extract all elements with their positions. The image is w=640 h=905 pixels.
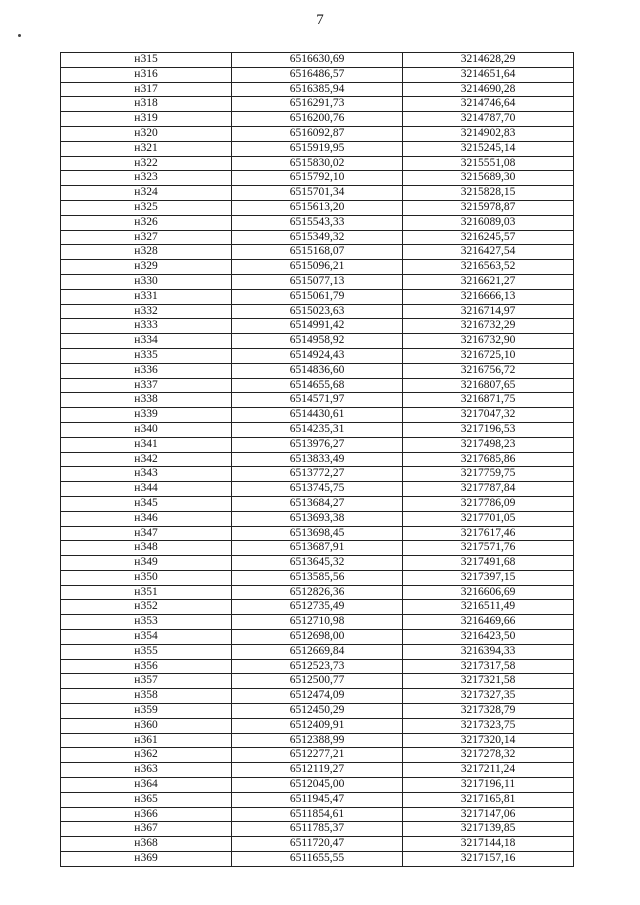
x-coordinate-cell: 6515613,20 [232,200,403,215]
y-coordinate-cell: 3216732,29 [403,319,574,334]
table-row [61,674,574,689]
y-coordinate-cell: 3217278,32 [403,748,574,763]
table-row [61,748,574,763]
x-coordinate-cell: 6512710,98 [232,615,403,630]
y-coordinate-cell: 3217321,58 [403,674,574,689]
table-row [61,141,574,156]
y-coordinate-cell: 3217196,53 [403,422,574,437]
y-coordinate-cell: 3217787,84 [403,482,574,497]
point-id-cell: н350 [61,570,232,585]
point-id-cell: н340 [61,422,232,437]
point-id-cell: н328 [61,245,232,260]
coordinates-table-body [61,53,574,867]
y-coordinate-cell: 3217165,81 [403,792,574,807]
y-coordinate-cell: 3215828,15 [403,186,574,201]
table-row [61,67,574,82]
x-coordinate-cell: 6513833,49 [232,452,403,467]
x-coordinate-cell: 6512500,77 [232,674,403,689]
x-coordinate-cell: 6514836,60 [232,363,403,378]
x-coordinate-cell: 6515701,34 [232,186,403,201]
x-coordinate-cell: 6515023,63 [232,304,403,319]
y-coordinate-cell: 3217759,75 [403,467,574,482]
x-coordinate-cell: 6515543,33 [232,215,403,230]
scan-mark [18,34,21,37]
x-coordinate-cell: 6513745,75 [232,482,403,497]
point-id-cell: н335 [61,348,232,363]
y-coordinate-cell: 3217144,18 [403,837,574,852]
x-coordinate-cell: 6516092,87 [232,126,403,141]
table-row [61,659,574,674]
point-id-cell: н326 [61,215,232,230]
point-id-cell: н332 [61,304,232,319]
x-coordinate-cell: 6513772,27 [232,467,403,482]
table-row [61,452,574,467]
point-id-cell: н330 [61,274,232,289]
point-id-cell: н315 [61,53,232,68]
point-id-cell: н334 [61,334,232,349]
y-coordinate-cell: 3217211,24 [403,763,574,778]
x-coordinate-cell: 6513687,91 [232,541,403,556]
table-row [61,304,574,319]
x-coordinate-cell: 6513684,27 [232,496,403,511]
point-id-cell: н360 [61,718,232,733]
x-coordinate-cell: 6512735,49 [232,600,403,615]
y-coordinate-cell: 3216621,27 [403,274,574,289]
table-row [61,556,574,571]
y-coordinate-cell: 3216427,54 [403,245,574,260]
point-id-cell: н367 [61,822,232,837]
y-coordinate-cell: 3216423,50 [403,630,574,645]
y-coordinate-cell: 3217147,06 [403,807,574,822]
table-row [61,763,574,778]
x-coordinate-cell: 6514958,92 [232,334,403,349]
point-id-cell: н368 [61,837,232,852]
table-row [61,230,574,245]
table-row [61,570,574,585]
x-coordinate-cell: 6514430,61 [232,408,403,423]
point-id-cell: н369 [61,852,232,867]
table-row [61,807,574,822]
point-id-cell: н341 [61,437,232,452]
y-coordinate-cell: 3215551,08 [403,156,574,171]
y-coordinate-cell: 3217571,76 [403,541,574,556]
table-row [61,837,574,852]
x-coordinate-cell: 6515061,79 [232,289,403,304]
point-id-cell: н363 [61,763,232,778]
table-row [61,792,574,807]
point-id-cell: н336 [61,363,232,378]
table-row [61,53,574,68]
point-id-cell: н358 [61,689,232,704]
table-row [61,496,574,511]
point-id-cell: н322 [61,156,232,171]
table-row [61,422,574,437]
x-coordinate-cell: 6511655,55 [232,852,403,867]
table-row [61,245,574,260]
x-coordinate-cell: 6511945,47 [232,792,403,807]
point-id-cell: н342 [61,452,232,467]
table-row [61,186,574,201]
table-row [61,97,574,112]
y-coordinate-cell: 3216756,72 [403,363,574,378]
point-id-cell: н362 [61,748,232,763]
point-id-cell: н353 [61,615,232,630]
point-id-cell: н318 [61,97,232,112]
table-row [61,156,574,171]
y-coordinate-cell: 3217196,11 [403,778,574,793]
point-id-cell: н355 [61,644,232,659]
point-id-cell: н338 [61,393,232,408]
x-coordinate-cell: 6515168,07 [232,245,403,260]
table-row [61,319,574,334]
y-coordinate-cell: 3217047,32 [403,408,574,423]
y-coordinate-cell: 3217617,46 [403,526,574,541]
point-id-cell: н324 [61,186,232,201]
table-row [61,215,574,230]
x-coordinate-cell: 6516385,94 [232,82,403,97]
x-coordinate-cell: 6515919,95 [232,141,403,156]
table-row [61,852,574,867]
point-id-cell: н347 [61,526,232,541]
table-row [61,630,574,645]
point-id-cell: н348 [61,541,232,556]
x-coordinate-cell: 6512409,91 [232,718,403,733]
point-id-cell: н366 [61,807,232,822]
table-row [61,733,574,748]
table-row [61,778,574,793]
point-id-cell: н349 [61,556,232,571]
table-row [61,600,574,615]
point-id-cell: н361 [61,733,232,748]
x-coordinate-cell: 6514924,43 [232,348,403,363]
x-coordinate-cell: 6512826,36 [232,585,403,600]
y-coordinate-cell: 3216511,49 [403,600,574,615]
x-coordinate-cell: 6516200,76 [232,112,403,127]
y-coordinate-cell: 3217498,23 [403,437,574,452]
x-coordinate-cell: 6512277,21 [232,748,403,763]
point-id-cell: н331 [61,289,232,304]
y-coordinate-cell: 3216732,90 [403,334,574,349]
x-coordinate-cell: 6516486,57 [232,67,403,82]
point-id-cell: н352 [61,600,232,615]
point-id-cell: н337 [61,378,232,393]
x-coordinate-cell: 6513693,38 [232,511,403,526]
y-coordinate-cell: 3217328,79 [403,704,574,719]
x-coordinate-cell: 6515349,32 [232,230,403,245]
y-coordinate-cell: 3216714,97 [403,304,574,319]
x-coordinate-cell: 6515830,02 [232,156,403,171]
point-id-cell: н351 [61,585,232,600]
y-coordinate-cell: 3217397,15 [403,570,574,585]
x-coordinate-cell: 6512474,09 [232,689,403,704]
y-coordinate-cell: 3217786,09 [403,496,574,511]
table-row [61,704,574,719]
table-row [61,541,574,556]
point-id-cell: н325 [61,200,232,215]
x-coordinate-cell: 6511854,61 [232,807,403,822]
table-row [61,171,574,186]
table-row [61,363,574,378]
y-coordinate-cell: 3216469,66 [403,615,574,630]
point-id-cell: н346 [61,511,232,526]
coordinates-table [60,52,574,867]
table-row [61,82,574,97]
point-id-cell: н356 [61,659,232,674]
point-id-cell: н323 [61,171,232,186]
x-coordinate-cell: 6512119,27 [232,763,403,778]
x-coordinate-cell: 6512388,99 [232,733,403,748]
point-id-cell: н359 [61,704,232,719]
y-coordinate-cell: 3217157,16 [403,852,574,867]
table-row [61,526,574,541]
table-row [61,822,574,837]
table-row [61,126,574,141]
y-coordinate-cell: 3217317,58 [403,659,574,674]
table-row [61,467,574,482]
point-id-cell: н319 [61,112,232,127]
y-coordinate-cell: 3217139,85 [403,822,574,837]
table-row [61,393,574,408]
y-coordinate-cell: 3214902,83 [403,126,574,141]
y-coordinate-cell: 3216245,57 [403,230,574,245]
x-coordinate-cell: 6515077,13 [232,274,403,289]
page-number: 7 [316,12,324,28]
y-coordinate-cell: 3214746,64 [403,97,574,112]
y-coordinate-cell: 3214690,28 [403,82,574,97]
table-row [61,511,574,526]
y-coordinate-cell: 3215978,87 [403,200,574,215]
table-row [61,689,574,704]
x-coordinate-cell: 6513585,56 [232,570,403,585]
table-row [61,615,574,630]
table-row [61,718,574,733]
point-id-cell: н327 [61,230,232,245]
point-id-cell: н343 [61,467,232,482]
point-id-cell: н339 [61,408,232,423]
table-row [61,260,574,275]
y-coordinate-cell: 3217327,35 [403,689,574,704]
table-row [61,200,574,215]
point-id-cell: н354 [61,630,232,645]
y-coordinate-cell: 3216807,65 [403,378,574,393]
table-row [61,378,574,393]
y-coordinate-cell: 3217701,05 [403,511,574,526]
x-coordinate-cell: 6514655,68 [232,378,403,393]
table-row [61,644,574,659]
point-id-cell: н357 [61,674,232,689]
x-coordinate-cell: 6512450,29 [232,704,403,719]
x-coordinate-cell: 6512045,00 [232,778,403,793]
point-id-cell: н320 [61,126,232,141]
x-coordinate-cell: 6512698,00 [232,630,403,645]
x-coordinate-cell: 6512523,73 [232,659,403,674]
x-coordinate-cell: 6515792,10 [232,171,403,186]
point-id-cell: н329 [61,260,232,275]
point-id-cell: н333 [61,319,232,334]
x-coordinate-cell: 6515096,21 [232,260,403,275]
y-coordinate-cell: 3217323,75 [403,718,574,733]
point-id-cell: н317 [61,82,232,97]
point-id-cell: н345 [61,496,232,511]
x-coordinate-cell: 6514991,42 [232,319,403,334]
table-row [61,585,574,600]
table-row [61,289,574,304]
table-row [61,274,574,289]
y-coordinate-cell: 3214628,29 [403,53,574,68]
x-coordinate-cell: 6513976,27 [232,437,403,452]
y-coordinate-cell: 3214651,64 [403,67,574,82]
x-coordinate-cell: 6516291,73 [232,97,403,112]
y-coordinate-cell: 3216871,75 [403,393,574,408]
y-coordinate-cell: 3216666,13 [403,289,574,304]
x-coordinate-cell: 6516630,69 [232,53,403,68]
point-id-cell: н344 [61,482,232,497]
y-coordinate-cell: 3214787,70 [403,112,574,127]
point-id-cell: н321 [61,141,232,156]
x-coordinate-cell: 6513698,45 [232,526,403,541]
x-coordinate-cell: 6514235,31 [232,422,403,437]
y-coordinate-cell: 3215245,14 [403,141,574,156]
x-coordinate-cell: 6512669,84 [232,644,403,659]
x-coordinate-cell: 6511720,47 [232,837,403,852]
y-coordinate-cell: 3216725,10 [403,348,574,363]
table-row [61,334,574,349]
point-id-cell: н365 [61,792,232,807]
point-id-cell: н364 [61,778,232,793]
x-coordinate-cell: 6513645,32 [232,556,403,571]
table-row [61,408,574,423]
table-row [61,348,574,363]
y-coordinate-cell: 3216089,03 [403,215,574,230]
x-coordinate-cell: 6514571,97 [232,393,403,408]
y-coordinate-cell: 3217491,68 [403,556,574,571]
point-id-cell: н316 [61,67,232,82]
table-row [61,112,574,127]
table-row [61,437,574,452]
y-coordinate-cell: 3216606,69 [403,585,574,600]
y-coordinate-cell: 3216394,33 [403,644,574,659]
y-coordinate-cell: 3215689,30 [403,171,574,186]
y-coordinate-cell: 3217320,14 [403,733,574,748]
x-coordinate-cell: 6511785,37 [232,822,403,837]
y-coordinate-cell: 3216563,52 [403,260,574,275]
y-coordinate-cell: 3217685,86 [403,452,574,467]
table-row [61,482,574,497]
